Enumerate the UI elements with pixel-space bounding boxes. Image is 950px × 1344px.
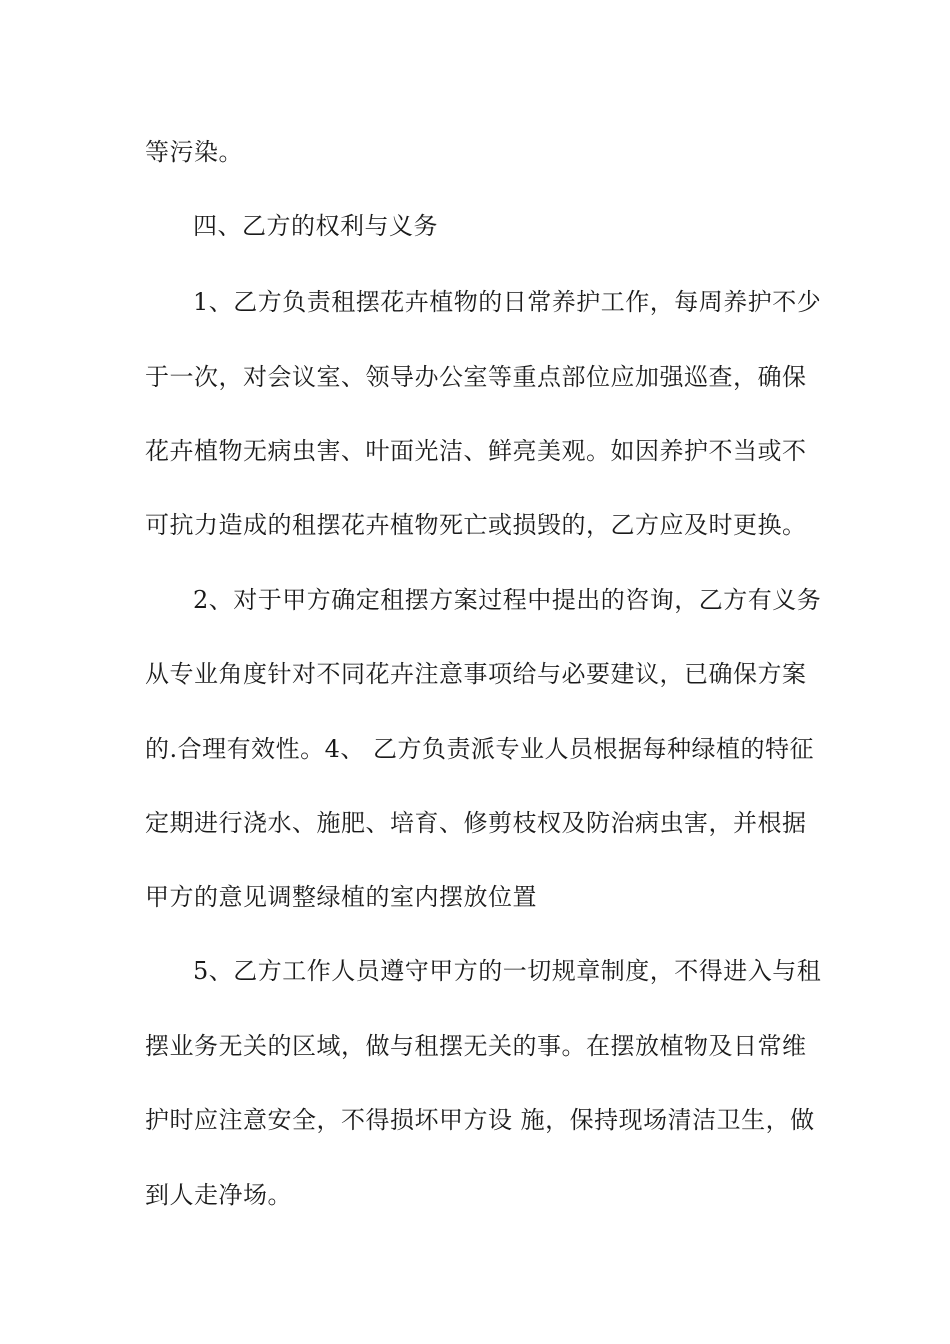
text-line-12: 5、乙方工作人员遵守甲方的一切规章制度，不得进入与租 [193,957,822,985]
text-line-11: 甲方的意见调整绿植的室内摆放位置 [145,883,537,911]
text-line-3: 1、乙方负责租摆花卉植物的日常养护工作，每周养护不少 [193,288,822,316]
text-line-8: 从专业角度针对不同花卉注意事项给与必要建议，已确保方案 [145,660,807,688]
text-line-14: 护时应注意安全，不得损坏甲方设 施，保持现场清洁卫生，做 [145,1106,815,1134]
text-line-1: 等污染。 [145,138,243,166]
text-line-15: 到人走净场。 [145,1181,292,1209]
text-line-7: 2、对于甲方确定租摆方案过程中提出的咨询，乙方有义务 [193,586,822,614]
section-heading: 四、乙方的权利与义务 [193,212,438,240]
text-line-4: 于一次，对会议室、领导办公室等重点部位应加强巡查，确保 [145,363,807,391]
text-line-5: 花卉植物无病虫害、叶面光洁、鲜亮美观。如因养护不当或不 [145,437,807,465]
text-line-9: 的.合理有效性。4、 乙方负责派专业人员根据每种绿植的特征 [145,735,815,763]
text-line-10: 定期进行浇水、施肥、培育、修剪枝杈及防治病虫害，并根据 [145,809,807,837]
text-line-6: 可抗力造成的租摆花卉植物死亡或损毁的，乙方应及时更换。 [145,511,807,539]
text-line-13: 摆业务无关的区域，做与租摆无关的事。在摆放植物及日常维 [145,1032,807,1060]
